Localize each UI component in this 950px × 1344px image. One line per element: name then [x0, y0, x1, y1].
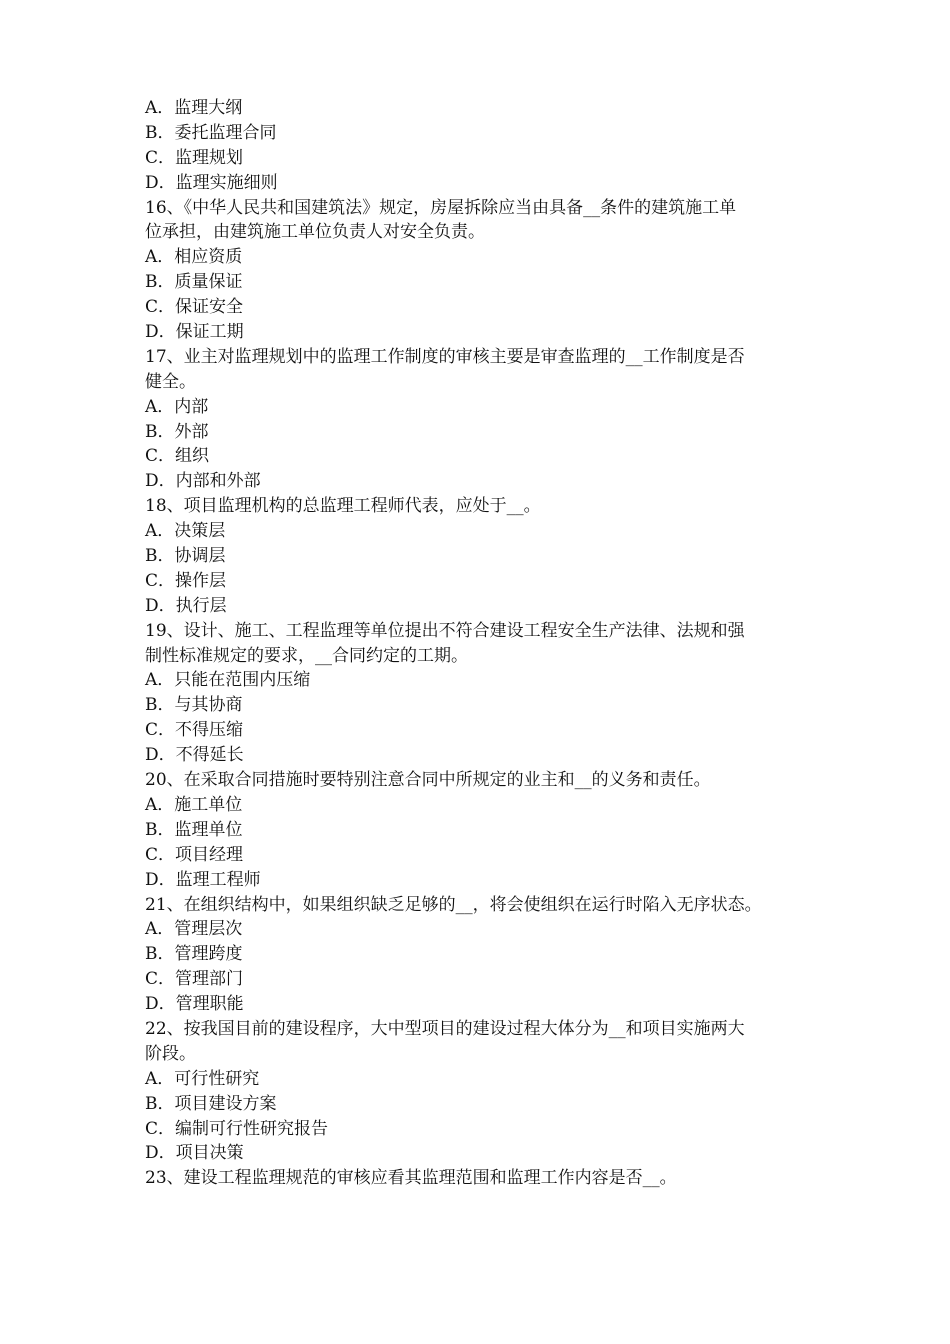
option-b: B．质量保证: [145, 272, 243, 293]
question-23-text: 23、建设工程监理规范的审核应看其监理范围和监理工作内容是否__。: [145, 1168, 677, 1189]
option-d: D．监理实施细则: [145, 172, 278, 193]
option-a: A．监理大纲: [145, 98, 243, 118]
option-b: B．与其协商: [145, 695, 243, 716]
question-22-text-cont: 阶段。: [145, 1043, 196, 1064]
question-17-text: 17、业主对监理规划中的监理工作制度的审核主要是审查监理的__工作制度是否: [145, 346, 745, 367]
option-c: C．组织: [145, 446, 210, 467]
question-21-text: 21、在组织结构中，如果组织缺乏足够的__，将会使组织在运行时陷入无序状态。: [145, 894, 762, 915]
question-18-text: 18、项目监理机构的总监理工程师代表，应处于__。: [145, 496, 541, 517]
option-b: B．委托监理合同: [145, 122, 277, 143]
question-19-text-cont: 制性标准规定的要求，__合同约定的工期。: [145, 645, 468, 666]
option-d: D．管理职能: [145, 994, 244, 1015]
question-19-text: 19、设计、施工、工程监理等单位提出不符合建设工程安全生产法律、法规和强: [145, 620, 745, 641]
question-16-text: 16、《中华人民共和国建筑法》规定，房屋拆除应当由具备__条件的建筑施工单: [145, 197, 737, 218]
option-b: B．外部: [145, 421, 209, 442]
option-c: C．监理规划: [145, 147, 244, 168]
option-a: A．管理层次: [145, 919, 243, 940]
question-17-text-cont: 健全。: [145, 371, 196, 392]
document-page: [145, 96, 825, 1191]
option-b: B．监理单位: [145, 819, 243, 840]
option-c: C．不得压缩: [145, 720, 244, 741]
option-c: C．管理部门: [145, 969, 244, 990]
option-a: A．决策层: [145, 521, 226, 542]
option-d: D．不得延长: [145, 745, 244, 766]
option-c: C．项目经理: [145, 844, 244, 865]
option-b: B．项目建设方案: [145, 1093, 277, 1114]
option-a: A．内部: [145, 396, 209, 417]
question-22-text: 22、按我国目前的建设程序，大中型项目的建设过程大体分为__和项目实施两大: [145, 1018, 745, 1039]
question-20-text: 20、在采取合同措施时要特别注意合同中所规定的业主和__的义务和责任。: [145, 770, 711, 791]
option-a: A．相应资质: [145, 247, 243, 268]
question-16-text-cont: 位承担，由建筑施工单位负责人对安全负责。: [145, 222, 485, 243]
option-d: D．执行层: [145, 595, 227, 616]
option-a: A．只能在范围内压缩: [145, 670, 311, 691]
option-d: D．保证工期: [145, 322, 244, 343]
option-c: C．保证安全: [145, 297, 244, 318]
option-d: D．监理工程师: [145, 869, 261, 890]
option-c: C．编制可行性研究报告: [145, 1118, 329, 1139]
option-b: B．协调层: [145, 546, 226, 567]
option-b: B．管理跨度: [145, 944, 243, 965]
option-d: D．内部和外部: [145, 471, 261, 492]
option-d: D．项目决策: [145, 1143, 244, 1164]
option-a: A．可行性研究: [145, 1068, 260, 1089]
option-c: C．操作层: [145, 570, 227, 591]
option-a: A．施工单位: [145, 794, 243, 815]
